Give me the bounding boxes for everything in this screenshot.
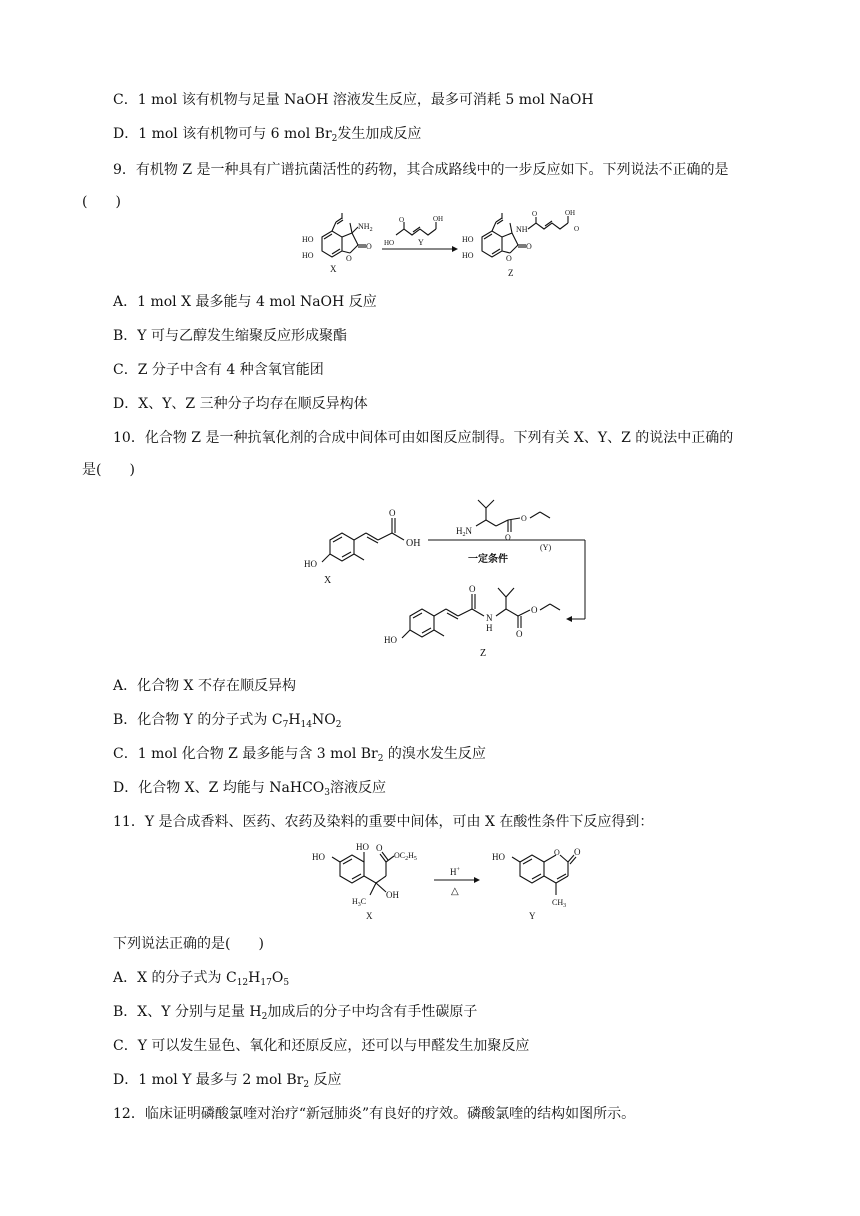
q9-x-nh2: $NH_2$ — [358, 222, 373, 233]
q10-condition: 一定条件 — [468, 554, 508, 565]
q11-y-ch3: $CH_3$ — [552, 898, 567, 909]
q9-option-a: A．1 mol X 最多能与 4 mol NaOH 反应 — [113, 294, 377, 310]
q11-y-carbonyl-o: O — [574, 847, 581, 857]
q11-x-carbonyl-o: O — [376, 843, 383, 853]
q10-x-o: O — [389, 508, 396, 518]
q9-x-ho-top: HO — [302, 235, 314, 244]
q11-heat-condition: △ — [451, 886, 459, 897]
q12-stem: 12．临床证明磷酸氯喹对治疗“新冠肺炎”有良好的疗效。磷酸氯喹的结构如图所示。 — [113, 1106, 636, 1122]
q10-z-ester-o: O — [531, 605, 538, 615]
q10-label-z: Z — [480, 648, 487, 659]
q11-label-x: X — [366, 911, 373, 921]
q11-question: 下列说法正确的是( ) — [113, 936, 264, 952]
q9-z-acid-o: O — [574, 225, 580, 233]
q10-z-n: N — [486, 613, 493, 623]
q10-y-ester-o: O — [521, 514, 527, 523]
q9-z-nh: NH — [516, 225, 528, 234]
q10-y-carbonyl-o: O — [505, 533, 511, 542]
q10-label-y: (Y) — [540, 543, 552, 552]
q11-option-d: D．1 mol Y 最多与 2 mol $Br_2$ 反应 — [113, 1072, 342, 1090]
q10-option-a: A．化合物 X 不存在顺反异构 — [113, 678, 296, 694]
q9-option-d: D．X、Y、Z 三种分子均存在顺反异构体 — [113, 396, 368, 412]
q11-x-ho-top: HO — [356, 842, 369, 852]
q10-stem-line2: 是( ) — [82, 462, 135, 478]
q9-answer-paren: ( ) — [82, 194, 121, 210]
q10-z-ho: HO — [384, 635, 397, 645]
q10-x-oh: OH — [406, 538, 421, 549]
q9-label-z: Z — [508, 268, 514, 278]
q9-y-ho: HO — [384, 239, 395, 247]
q11-reaction-scheme — [310, 840, 600, 925]
q10-z-carbonyl-o: O — [516, 629, 523, 639]
q9-reaction-scheme — [300, 209, 590, 280]
q11-x-oc2h5: $OC_2H_5$ — [394, 851, 417, 862]
q11-label-y: Y — [529, 911, 536, 921]
q9-stem: 9．有机物 Z 是一种具有广谱抗菌活性的药物，其合成路线中的一步反应如下。下列说法不正确的是 — [113, 162, 729, 178]
q11-y-ring-o: O — [554, 848, 560, 857]
q9-x-ring-o: O — [346, 254, 352, 263]
q10-option-d: D．化合物 X、Z 均能与 NaHCO$_3$溶液反应 — [113, 780, 386, 798]
q11-option-c: C．Y 可以发生显色、氧化和还原反应，还可以与甲醛发生加聚反应 — [113, 1038, 530, 1054]
q10-reaction-scheme — [300, 488, 600, 668]
q11-x-ho-left: HO — [312, 852, 325, 862]
q9-z-ring-o: O — [506, 254, 512, 263]
q9-z-oh: OH — [565, 209, 576, 217]
q8-option-c: C．1 mol 该有机物与足量 NaOH 溶液发生反应，最多可消耗 5 mol NaOH — [113, 92, 594, 108]
q10-label-x: X — [324, 575, 332, 586]
q9-z-carbonyl-o: O — [526, 242, 532, 251]
q9-option-b: B．Y 可与乙醇发生缩聚反应形成聚酯 — [113, 328, 347, 344]
q9-y-o-left: O — [399, 216, 405, 224]
q10-stem-line1: 10．化合物 Z 是一种抗氧化剂的合成中间体可由如图反应制得。下列有关 X、Y、Z 的说法中正确的 — [113, 430, 734, 446]
q9-x-carbonyl-o: O — [366, 242, 372, 251]
q10-option-b: B．化合物 Y 的分子式为 $C_7H_{14}NO_2$ — [113, 712, 342, 730]
q9-x-ho-bottom: HO — [302, 251, 314, 260]
q10-option-c: C．1 mol 化合物 Z 最多能与含 3 mol $Br_2$ 的溴水发生反应 — [113, 746, 486, 764]
q10-y-h2n: $H_2N$ — [456, 526, 472, 538]
q11-option-a: A．X 的分子式为 $C_{12}H_{17}O_5$ — [113, 970, 290, 988]
q9-y-oh: OH — [433, 215, 444, 223]
q11-x-oh: OH — [386, 890, 399, 900]
q11-y-ho: HO — [492, 852, 505, 862]
q11-x-h3c: $H_3C$ — [352, 897, 367, 908]
q9-z-ho-bottom: HO — [462, 251, 474, 260]
q9-label-x: X — [330, 264, 337, 274]
q10-z-amide-o: O — [469, 584, 476, 594]
q9-z-ho-top: HO — [462, 235, 474, 244]
q9-option-c: C．Z 分子中含有 4 种含氧官能团 — [113, 362, 324, 378]
q11-option-b: B．X、Y 分别与足量 $H_2$加成后的分子中均含有手性碳原子 — [113, 1004, 478, 1022]
q10-z-h: H — [486, 623, 493, 633]
q11-acid-condition: H+ — [450, 867, 460, 877]
q9-label-y: Y — [418, 238, 424, 247]
q8-option-d: D．1 mol 该有机物可与 6 mol $Br_2$发生加成反应 — [113, 126, 422, 144]
q9-z-amide-o: O — [532, 210, 538, 218]
q11-stem: 11．Y 是合成香料、医药、农药及染料的重要中间体，可由 X 在酸性条件下反应得到： — [113, 814, 654, 830]
q10-x-ho: HO — [304, 559, 317, 569]
